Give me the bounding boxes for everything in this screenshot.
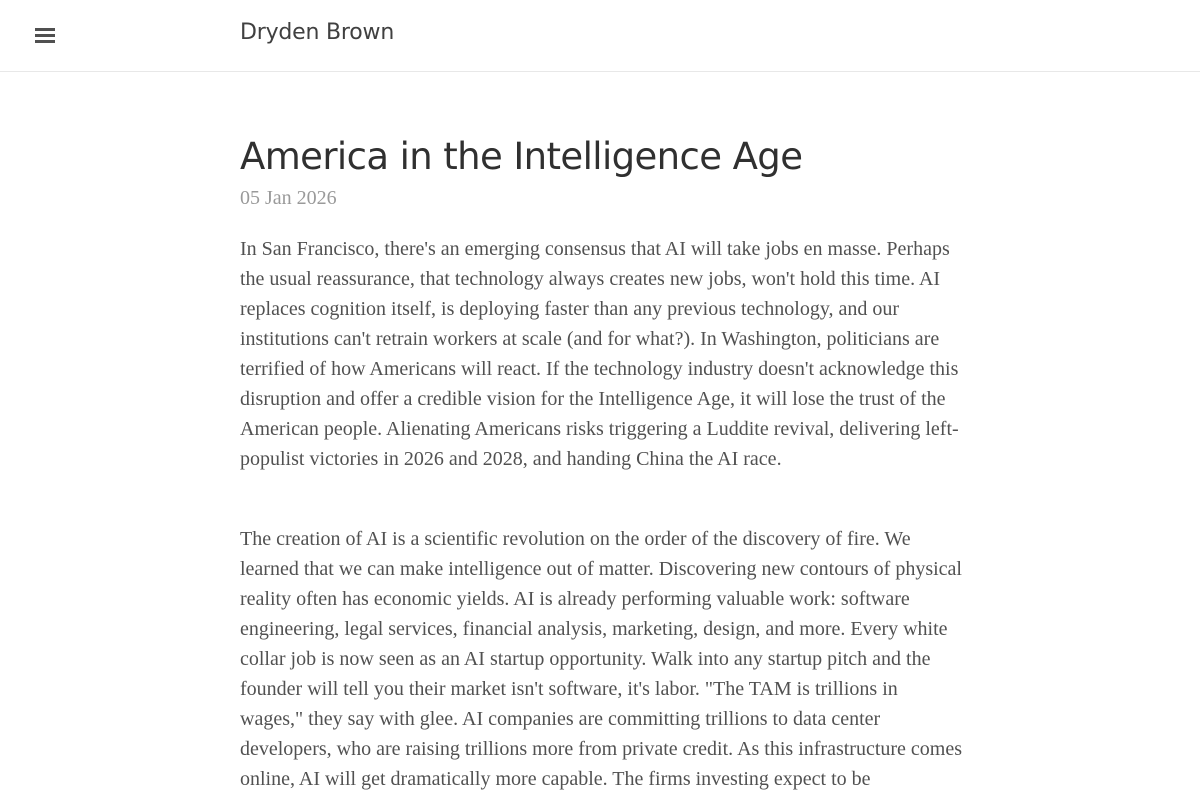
menu-icon-line	[35, 40, 55, 43]
post-paragraph-1: In San Francisco, there's an emerging consensus that AI will take jobs en masse. Perhaps the usual reassurance, that technology always creates new jobs, won't hold this time. AI replaces cognition itself, is deploying faster than any previous technology, and our institutions can't retrain workers at scale (and for what?). In Washington, politicians are terrified of how Americans will react. If the technology industry doesn't acknowledge this disruption and offer a credible vision for the Intelligence Age, it will lose the trust of the American people. Alienating Americans risks triggering a Luddite revival, delivering left-populist victories in 2026 and 2028, and handing China the AI race.	[240, 238, 959, 470]
menu-icon-line	[35, 28, 55, 31]
post-title: America in the Intelligence Age	[240, 135, 803, 178]
site-title-link[interactable]: Dryden Brown	[240, 20, 395, 45]
hamburger-menu-icon[interactable]	[34, 26, 56, 44]
top-bar	[0, 0, 1200, 72]
post-date: 05 Jan 2026	[240, 187, 337, 209]
post-article	[240, 130, 962, 794]
menu-icon-line	[35, 34, 55, 37]
post-paragraph-2: The creation of AI is a scientific revolution on the order of the discovery of fire. We learned that we can make intelligence out of matter. Discovering new contours of physical reality often has economic yields. AI is already performing valuable work: software engineering, legal services, financial analysis, marketing, design, and more. Every white collar job is now seen as an AI startup opportunity. Walk into any startup pitch and the founder will tell you their market isn't software, it's labor. "The TAM is trillions in wages," they say with glee. AI companies are committing trillions to data center developers, who are raising trillions more from private credit. As this infrastructure comes online, AI will get dramatically more capable. The firms investing expect to be	[240, 528, 963, 790]
